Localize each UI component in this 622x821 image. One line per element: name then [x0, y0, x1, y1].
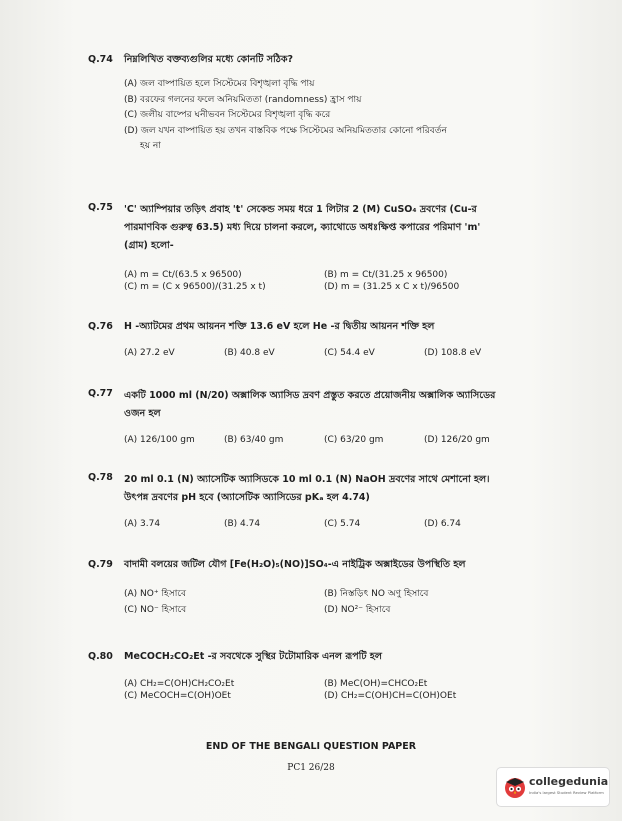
question-text: বাদামী বলয়ের জটিল যৌগ [Fe(H₂O)₅(NO)]SO₄-এ নাইট্রিক অক্সাইডের উপস্থিতি হল [124, 559, 466, 570]
graduate-owl-icon [503, 775, 527, 799]
end-of-paper-label: END OF THE BENGALI QUESTION PAPER [205, 741, 417, 752]
option-a: (A) CH₂=C(OH)CH₂CO₂Et [124, 679, 235, 689]
option-b: (B) MeC(OH)=CHCO₂Et [324, 679, 428, 689]
question-text-line: ওজন হল [124, 408, 161, 419]
option-b: (B) 63/40 gm [224, 435, 284, 445]
question-79 [88, 558, 588, 618]
option-c: (C) NO⁻ হিসাবে [124, 605, 187, 615]
question-text-line: (গ্রাম) হলো- [124, 240, 174, 251]
option-d: (D) 6.74 [424, 519, 461, 529]
option-d: (D) m = (31.25 x C x t)/96500 [324, 282, 460, 292]
option-c: (C) জলীয় বাষ্পের ঘনীভবন সিস্টেমের বিশৃঙ্খলা বৃদ্ধি করে [124, 110, 331, 120]
question-number: Q.79 [88, 559, 113, 570]
page-code: PC1 26/28 [287, 763, 335, 773]
option-c: (C) m = (C x 96500)/(31.25 x t) [124, 282, 266, 292]
option-b: (B) 4.74 [224, 519, 261, 529]
option-d: (D) NO²⁻ হিসাবে [324, 605, 391, 615]
option-a: (A) 126/100 gm [124, 435, 195, 445]
question-77 [88, 387, 588, 447]
question-number: Q.76 [88, 321, 113, 332]
question-text-line: পারমাণবিক গুরুত্ব 63.5) মধ্য দিয়ে চালনা করলে, ক্যাথোডে অধঃক্ষিপ্ত কপারের পরিমাণ 'm' [124, 222, 481, 233]
logo-wordmark: collegedunia [529, 775, 609, 788]
option-a: (A) NO⁺ হিসাবে [124, 589, 186, 599]
question-number: Q.78 [88, 472, 113, 483]
question-text: নিম্নলিখিত বক্তব্যগুলির মধ্যে কোনটি সঠিক? [124, 54, 293, 65]
option-c: (C) MeCOCH=C(OH)OEt [124, 691, 231, 701]
question-74 [88, 53, 588, 155]
option-a: (A) 27.2 eV [124, 348, 175, 358]
question-75 [88, 201, 588, 293]
option-d: (D) জল যখন বাষ্পায়িত হয় তখন বাস্তবিক পক্ষে সিস্টেমের অনিয়মিততার কোনো পরিবর্তন [124, 125, 447, 136]
question-text-line: একটি 1000 ml (N/20) অক্সালিক অ্যাসিড দ্রবণ প্রস্তুত করতে প্রয়োজনীয় অক্সালিক অ্যাসিডের [124, 390, 496, 401]
question-text-line: উৎপন্ন দ্রবণের pH হবে (অ্যাসেটিক অ্যাসিডের pKₐ হল 4.74) [124, 492, 370, 503]
option-d: (D) 108.8 eV [424, 348, 482, 358]
option-b: (B) 40.8 eV [224, 348, 275, 358]
question-text: H -অ্যাটমের প্রথম আয়নন শক্তি 13.6 eV হলে He -র দ্বিতীয় আয়নন শক্তি হল [124, 321, 435, 332]
option-a: (A) 3.74 [124, 519, 161, 529]
question-76 [88, 320, 588, 360]
option-a: (A) m = Ct/(63.5 x 96500) [124, 270, 242, 280]
question-text-line: 20 ml 0.1 (N) অ্যাসেটিক অ্যাসিডকে 10 ml 0.1 (N) NaOH দ্রবণের সাথে মেশানো হল। [124, 474, 490, 485]
question-80 [88, 650, 588, 702]
option-b: (B) বরফের গলনের ফলে অনিয়মিততা (randomness) হ্রাস পায় [124, 94, 362, 105]
logo-tagline: India's largest Student Review Platform [529, 790, 604, 795]
question-text: MeCOCH₂CO₂Et -র সবথেকে সুস্থির টটোমারিক এনল রূপটি হল [124, 651, 382, 662]
option-c: (C) 5.74 [324, 519, 361, 529]
option-b: (B) নিস্তড়িৎ NO অণু হিসাবে [324, 589, 429, 599]
option-d-continued: হয় না [140, 141, 161, 151]
option-c: (C) 54.4 eV [324, 348, 375, 358]
question-number: Q.77 [88, 388, 113, 399]
question-number: Q.80 [88, 651, 113, 662]
option-d: (D) 126/20 gm [424, 435, 490, 445]
option-b: (B) m = Ct/(31.25 x 96500) [324, 270, 448, 280]
option-c: (C) 63/20 gm [324, 435, 384, 445]
question-78 [88, 471, 588, 531]
question-number: Q.74 [88, 54, 113, 65]
option-a: (A) জল বাষ্পায়িত হলে সিস্টেমের বিশৃঙ্খলা বৃদ্ধি পায় [124, 79, 315, 89]
question-number: Q.75 [88, 202, 113, 213]
question-text-line: 'C' অ্যাম্পিয়ার তড়িৎ প্রবাহ 't' সেকেন্ড সময় ধরে 1 লিটার 2 (M) CuSO₄ দ্রবণের (Cu-র [124, 204, 477, 215]
collegedunia-logo[interactable] [497, 768, 609, 806]
option-d: (D) CH₂=C(OH)CH=C(OH)OEt [324, 691, 457, 701]
